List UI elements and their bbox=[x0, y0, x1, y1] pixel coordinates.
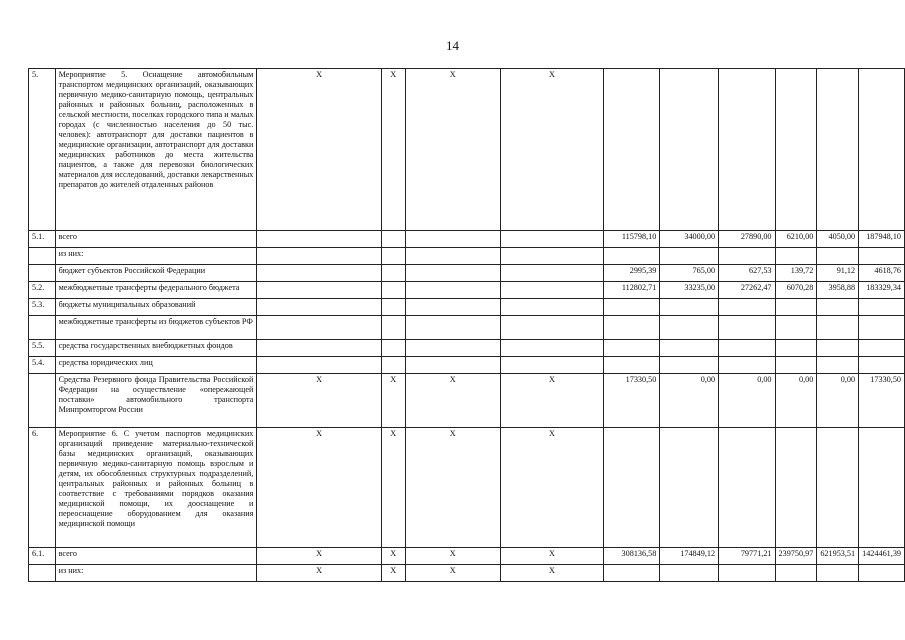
x-cell: X bbox=[257, 548, 381, 565]
value-cell bbox=[817, 299, 859, 316]
table-row bbox=[29, 357, 905, 374]
row-number-cell: 5.4. bbox=[29, 357, 56, 374]
value-cell: 0,00 bbox=[775, 374, 817, 428]
x-cell bbox=[381, 282, 405, 299]
x-cell bbox=[381, 248, 405, 265]
value-cell: 174849,12 bbox=[660, 548, 719, 565]
value-cell bbox=[604, 299, 660, 316]
value-cell: 34000,00 bbox=[660, 231, 719, 248]
value-cell: 17330,50 bbox=[604, 374, 660, 428]
value-cell bbox=[660, 565, 719, 582]
x-cell bbox=[381, 340, 405, 357]
x-cell: X bbox=[405, 548, 500, 565]
value-cell: 115798,10 bbox=[604, 231, 660, 248]
value-cell bbox=[775, 428, 817, 548]
value-cell: 139,72 bbox=[775, 265, 817, 282]
value-cell bbox=[817, 69, 859, 231]
value-cell bbox=[775, 248, 817, 265]
value-cell bbox=[719, 316, 775, 340]
row-description-cell: из них: bbox=[55, 565, 257, 582]
value-cell: 17330,50 bbox=[859, 374, 905, 428]
page-number: 14 bbox=[446, 38, 459, 53]
value-cell bbox=[859, 299, 905, 316]
x-cell: X bbox=[257, 428, 381, 548]
value-cell bbox=[604, 357, 660, 374]
value-cell: 0,00 bbox=[660, 374, 719, 428]
row-number-cell: 6. bbox=[29, 428, 56, 548]
value-cell: 3958,88 bbox=[817, 282, 859, 299]
value-cell bbox=[817, 340, 859, 357]
x-cell: X bbox=[257, 374, 381, 428]
value-cell bbox=[660, 299, 719, 316]
value-cell: 6070,28 bbox=[775, 282, 817, 299]
row-number-cell: 5. bbox=[29, 69, 56, 231]
value-cell bbox=[719, 428, 775, 548]
x-cell: X bbox=[405, 428, 500, 548]
row-description-cell: межбюджетные трансферты из бюджетов субъектов РФ bbox=[55, 316, 257, 340]
x-cell bbox=[257, 265, 381, 282]
value-cell bbox=[660, 69, 719, 231]
value-cell: 27262,47 bbox=[719, 282, 775, 299]
value-cell: 627,53 bbox=[719, 265, 775, 282]
x-cell: X bbox=[381, 565, 405, 582]
row-number-cell: 6.1. bbox=[29, 548, 56, 565]
x-cell bbox=[405, 282, 500, 299]
x-cell bbox=[257, 248, 381, 265]
row-description-cell: межбюджетные трансферты федерального бюджета bbox=[55, 282, 257, 299]
value-cell bbox=[604, 340, 660, 357]
x-cell bbox=[500, 316, 603, 340]
x-cell bbox=[405, 316, 500, 340]
value-cell bbox=[775, 357, 817, 374]
x-cell bbox=[381, 316, 405, 340]
x-cell bbox=[381, 265, 405, 282]
value-cell bbox=[859, 565, 905, 582]
x-cell: X bbox=[500, 428, 603, 548]
value-cell: 79771,21 bbox=[719, 548, 775, 565]
x-cell bbox=[257, 340, 381, 357]
row-number-cell: 5.5. bbox=[29, 340, 56, 357]
value-cell bbox=[859, 69, 905, 231]
x-cell: X bbox=[381, 69, 405, 231]
value-cell bbox=[660, 340, 719, 357]
value-cell: 27890,00 bbox=[719, 231, 775, 248]
x-cell: X bbox=[500, 548, 603, 565]
x-cell bbox=[500, 340, 603, 357]
row-description-cell: из них: bbox=[55, 248, 257, 265]
table-row bbox=[29, 231, 905, 248]
row-description-cell: Мероприятие 5. Оснащение автомобильным транспортом медицинских организаций, оказывающих первичную медико-санитарную помощь, центральных районных и районных больниц, расположенных в сельской местности, поселках городского типа и малых городах (с численностью населения до 50 тыс. человек): автотранспорт для доставки пациентов в медицинские организации, автотранспорт для доставки медицинских работников до места жительства пациентов, а также для перевозки биологических материалов для исследований, доставки лекарственных препаратов до жителей отдаленных районов bbox=[55, 69, 257, 231]
x-cell: X bbox=[500, 374, 603, 428]
table-row bbox=[29, 340, 905, 357]
value-cell bbox=[660, 316, 719, 340]
value-cell bbox=[660, 357, 719, 374]
x-cell bbox=[405, 265, 500, 282]
value-cell bbox=[817, 316, 859, 340]
row-description-cell: Средства Резервного фонда Правительства Российской Федерации на осуществление «опережающей поставки» автомобильного транспорта Минпромторгом России bbox=[55, 374, 257, 428]
row-description-cell: бюджет субъектов Российской Федерации bbox=[55, 265, 257, 282]
x-cell bbox=[500, 282, 603, 299]
x-cell: X bbox=[381, 428, 405, 548]
x-cell bbox=[500, 299, 603, 316]
x-cell bbox=[500, 265, 603, 282]
value-cell: 187948,10 bbox=[859, 231, 905, 248]
value-cell: 4050,00 bbox=[817, 231, 859, 248]
value-cell bbox=[775, 316, 817, 340]
x-cell: X bbox=[405, 565, 500, 582]
x-cell bbox=[257, 299, 381, 316]
value-cell: 0,00 bbox=[719, 374, 775, 428]
value-cell bbox=[604, 248, 660, 265]
value-cell bbox=[775, 340, 817, 357]
value-cell: 91,12 bbox=[817, 265, 859, 282]
value-cell: 308136,58 bbox=[604, 548, 660, 565]
x-cell bbox=[257, 282, 381, 299]
x-cell bbox=[257, 231, 381, 248]
x-cell bbox=[500, 248, 603, 265]
row-number-cell: 5.2. bbox=[29, 282, 56, 299]
value-cell: 6210,00 bbox=[775, 231, 817, 248]
x-cell: X bbox=[405, 69, 500, 231]
value-cell bbox=[859, 340, 905, 357]
value-cell bbox=[604, 316, 660, 340]
row-number-cell bbox=[29, 565, 56, 582]
value-cell bbox=[719, 340, 775, 357]
value-cell: 0,00 bbox=[817, 374, 859, 428]
row-number-cell bbox=[29, 316, 56, 340]
value-cell: 765,00 bbox=[660, 265, 719, 282]
x-cell bbox=[257, 357, 381, 374]
value-cell bbox=[660, 428, 719, 548]
row-description-cell: всего bbox=[55, 548, 257, 565]
table-row bbox=[29, 299, 905, 316]
table-row bbox=[29, 548, 905, 565]
x-cell bbox=[381, 231, 405, 248]
row-description-cell: всего bbox=[55, 231, 257, 248]
row-number-cell bbox=[29, 265, 56, 282]
value-cell bbox=[719, 357, 775, 374]
value-cell bbox=[775, 565, 817, 582]
value-cell: 1424461,39 bbox=[859, 548, 905, 565]
value-cell bbox=[859, 357, 905, 374]
value-cell bbox=[859, 316, 905, 340]
table-row bbox=[29, 248, 905, 265]
x-cell: X bbox=[381, 374, 405, 428]
table-row bbox=[29, 565, 905, 582]
x-cell bbox=[405, 248, 500, 265]
x-cell: X bbox=[500, 565, 603, 582]
value-cell bbox=[719, 69, 775, 231]
value-cell bbox=[775, 299, 817, 316]
value-cell: 183329,34 bbox=[859, 282, 905, 299]
table-row bbox=[29, 265, 905, 282]
value-cell bbox=[817, 248, 859, 265]
value-cell: 621953,51 bbox=[817, 548, 859, 565]
x-cell bbox=[405, 357, 500, 374]
row-number-cell: 5.1. bbox=[29, 231, 56, 248]
value-cell: 112802,71 bbox=[604, 282, 660, 299]
measures-table bbox=[28, 68, 905, 582]
x-cell bbox=[257, 316, 381, 340]
x-cell: X bbox=[405, 374, 500, 428]
x-cell bbox=[405, 340, 500, 357]
value-cell bbox=[719, 248, 775, 265]
x-cell bbox=[500, 357, 603, 374]
value-cell: 2995,39 bbox=[604, 265, 660, 282]
row-number-cell bbox=[29, 374, 56, 428]
row-description-cell: бюджеты муниципальных образований bbox=[55, 299, 257, 316]
value-cell bbox=[604, 565, 660, 582]
row-number-cell bbox=[29, 248, 56, 265]
row-description-cell: Мероприятие 6. С учетом паспортов медицинских организаций приведение материально-технической базы медицинских организаций, оказывающих первичную медико-санитарную помощь взрослым и детям, их обособленных структурных подразделений, центральных районных и районных больниц в соответствие с требованиями порядков оказания медицинской помощи, их дооснащение и переоснащение оборудованием для оказания медицинской помощи bbox=[55, 428, 257, 548]
x-cell bbox=[405, 299, 500, 316]
x-cell bbox=[381, 357, 405, 374]
table-row bbox=[29, 316, 905, 340]
value-cell bbox=[817, 428, 859, 548]
x-cell: X bbox=[381, 548, 405, 565]
value-cell bbox=[604, 428, 660, 548]
x-cell: X bbox=[500, 69, 603, 231]
value-cell bbox=[775, 69, 817, 231]
value-cell bbox=[719, 299, 775, 316]
value-cell bbox=[817, 357, 859, 374]
row-description-cell: средства государственных внебюджетных фондов bbox=[55, 340, 257, 357]
value-cell: 33235,00 bbox=[660, 282, 719, 299]
value-cell bbox=[859, 428, 905, 548]
value-cell bbox=[660, 248, 719, 265]
x-cell bbox=[381, 299, 405, 316]
value-cell: 239750,97 bbox=[775, 548, 817, 565]
value-cell: 4618,76 bbox=[859, 265, 905, 282]
x-cell bbox=[500, 231, 603, 248]
table-row bbox=[29, 374, 905, 428]
x-cell bbox=[405, 231, 500, 248]
table-row bbox=[29, 282, 905, 299]
value-cell bbox=[719, 565, 775, 582]
row-number-cell: 5.3. bbox=[29, 299, 56, 316]
table-row bbox=[29, 69, 905, 231]
value-cell bbox=[817, 565, 859, 582]
table-row bbox=[29, 428, 905, 548]
value-cell bbox=[604, 69, 660, 231]
x-cell: X bbox=[257, 69, 381, 231]
x-cell: X bbox=[257, 565, 381, 582]
row-description-cell: средства юридических лиц bbox=[55, 357, 257, 374]
value-cell bbox=[859, 248, 905, 265]
